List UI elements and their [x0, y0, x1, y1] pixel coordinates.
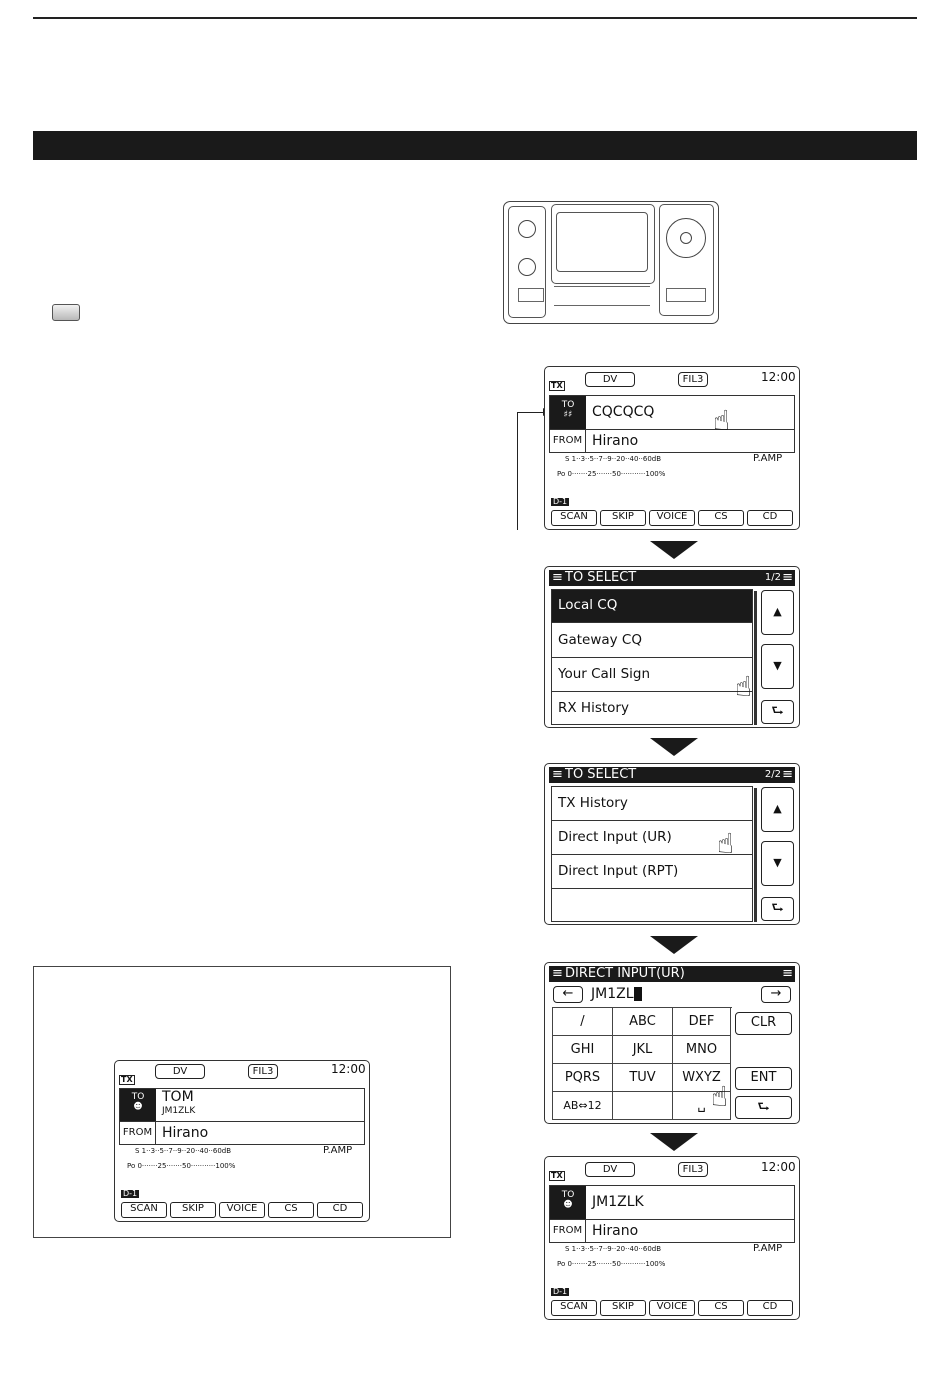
input-field[interactable] — [591, 986, 642, 1002]
from-row[interactable] — [120, 1121, 364, 1144]
to-select-screen-2 — [544, 763, 800, 925]
voice-softkey[interactable]: VOICE — [649, 510, 695, 526]
key-ab-12-toggle[interactable]: AB⇔12 — [553, 1092, 613, 1120]
key-blank[interactable] — [613, 1092, 673, 1120]
page-indicator: 1/2 — [764, 572, 781, 583]
person-icon: ☻ — [563, 1200, 573, 1210]
list-item-rx-history[interactable]: RX History — [558, 700, 629, 716]
key-jkl[interactable]: JKL — [613, 1036, 673, 1064]
back-button[interactable]: ⮑ — [761, 700, 794, 724]
key-ghi[interactable]: GHI — [553, 1036, 613, 1064]
from-value: Hirano — [592, 433, 639, 449]
flow-arrow-icon — [650, 541, 698, 559]
pamp-indicator: P.AMP — [323, 1145, 353, 1156]
cs-softkey[interactable]: CS — [698, 1300, 744, 1316]
note-box — [33, 966, 451, 1238]
person-icon: ☻ — [133, 1102, 143, 1112]
scrollbar[interactable] — [754, 788, 757, 922]
list-item-direct-input-rpt[interactable]: Direct Input (RPT) — [552, 855, 752, 889]
tx-indicator: TX — [121, 1075, 133, 1084]
key-tuv[interactable]: TUV — [613, 1064, 673, 1092]
from-label: FROM — [550, 430, 586, 452]
voice-softkey[interactable]: VOICE — [649, 1300, 695, 1316]
flow-arrow-icon — [650, 738, 698, 756]
from-value: Hirano — [162, 1125, 209, 1141]
from-label: FROM — [550, 1220, 586, 1242]
to-callsign: JM1ZLK — [162, 1106, 196, 1116]
from-label: FROM — [120, 1122, 156, 1144]
scrollbar[interactable] — [754, 591, 757, 725]
direct-input-title: DIRECT INPUT(UR) — [565, 966, 685, 981]
from-value: Hirano — [592, 1223, 639, 1239]
scroll-down-button[interactable]: ▼ — [761, 644, 794, 689]
back-button[interactable]: ⮑ — [761, 897, 794, 921]
top-rule — [33, 17, 917, 19]
back-button[interactable]: ⮑ — [735, 1096, 792, 1119]
voice-softkey[interactable]: VOICE — [219, 1202, 265, 1218]
to-button[interactable] — [550, 396, 586, 429]
scroll-up-button[interactable]: ▲ — [761, 787, 794, 832]
to-button[interactable] — [120, 1089, 156, 1121]
pointer-line — [517, 412, 518, 530]
tx-indicator: TX — [551, 381, 563, 390]
hand-pointer-icon: ☝ — [711, 1080, 729, 1113]
button-row — [666, 288, 706, 302]
scroll-up-button[interactable]: ▲ — [761, 590, 794, 635]
main-screen-2 — [544, 1156, 800, 1320]
menu-icon: ≡ — [782, 966, 793, 981]
cursor-left-button[interactable]: ← — [553, 986, 583, 1003]
fil-button[interactable]: FIL3 — [678, 1162, 708, 1177]
po-meter-scale: Po 0·······25·······50···········100% — [127, 1162, 236, 1170]
s-meter-scale: S 1··3··5··7··9··20··40··60dB — [565, 455, 662, 463]
list-item-your-call-sign[interactable]: Your Call Sign — [552, 658, 752, 692]
cd-softkey[interactable]: CD — [747, 510, 793, 526]
menu-icon: ≡ — [782, 767, 793, 782]
knob-icon — [518, 258, 536, 276]
tx-indicator: TX — [551, 1171, 563, 1180]
dv-button[interactable]: DV — [155, 1064, 205, 1079]
to-select-title: TO SELECT — [565, 767, 637, 782]
from-row[interactable] — [550, 1219, 794, 1242]
to-select-header — [549, 767, 795, 783]
display-screen — [556, 212, 648, 272]
clock: 12:00 — [761, 370, 796, 384]
to-label: TO — [561, 400, 575, 410]
key-mno[interactable]: MNO — [673, 1036, 731, 1064]
menu-icon: ≡ — [552, 767, 563, 782]
dial-tag: D-1 — [123, 1189, 138, 1198]
skip-softkey[interactable]: SKIP — [600, 1300, 646, 1316]
key-icon — [52, 304, 80, 321]
menu-icon: ≡ — [552, 570, 563, 585]
po-meter-scale: Po 0·······25·······50···········100% — [557, 1260, 666, 1268]
cs-softkey[interactable]: CS — [268, 1202, 314, 1218]
main-screen-1 — [544, 366, 800, 530]
to-label: TO — [131, 1092, 145, 1102]
scan-softkey[interactable]: SCAN — [551, 510, 597, 526]
menu-icon: ≡ — [552, 966, 563, 981]
scan-softkey[interactable]: SCAN — [121, 1202, 167, 1218]
to-select-header — [549, 570, 795, 586]
cursor — [634, 987, 642, 1001]
flow-arrow-icon — [650, 936, 698, 954]
cs-softkey[interactable]: CS — [698, 510, 744, 526]
button-row — [518, 288, 544, 302]
to-value: TOM — [162, 1089, 194, 1105]
scan-softkey[interactable]: SCAN — [551, 1300, 597, 1316]
to-select-screen-1 — [544, 566, 800, 728]
hand-pointer-icon: ☝ — [717, 827, 735, 860]
skip-softkey[interactable]: SKIP — [170, 1202, 216, 1218]
clock: 12:00 — [331, 1062, 366, 1076]
to-select-title: TO SELECT — [565, 570, 637, 585]
section-header-bar — [33, 131, 917, 160]
to-label: TO — [561, 1190, 575, 1200]
dial-center-icon — [680, 232, 692, 244]
direct-input-header — [549, 966, 795, 982]
scroll-down-button[interactable]: ▼ — [761, 841, 794, 886]
cd-softkey[interactable]: CD — [747, 1300, 793, 1316]
knob-icon — [518, 220, 536, 238]
cd-softkey[interactable]: CD — [317, 1202, 363, 1218]
direct-input-screen — [544, 962, 800, 1124]
ent-button[interactable]: ENT — [735, 1067, 792, 1090]
key-pqrs[interactable]: PQRS — [553, 1064, 613, 1092]
to-button[interactable] — [550, 1186, 586, 1219]
cursor-right-button[interactable]: → — [761, 986, 791, 1003]
main-screen-3 — [114, 1060, 370, 1222]
flow-arrow-icon — [650, 1133, 698, 1151]
dial-tag: D-1 — [553, 497, 568, 506]
s-meter-scale: S 1··3··5··7··9··20··40··60dB — [135, 1147, 232, 1155]
from-row[interactable] — [550, 429, 794, 452]
dv-button[interactable]: DV — [585, 1162, 635, 1177]
list-item-local-cq[interactable]: Local CQ — [552, 590, 752, 623]
skip-softkey[interactable]: SKIP — [600, 510, 646, 526]
list-item-direct-input-ur[interactable]: Direct Input (UR) — [552, 821, 752, 855]
to-value: CQCQCQ — [592, 404, 655, 420]
dv-button[interactable]: DV — [585, 372, 635, 387]
list-item-tx-history[interactable]: TX History — [552, 787, 752, 821]
s-meter-scale: S 1··3··5··7··9··20··40··60dB — [565, 1245, 662, 1253]
radio-illustration — [503, 201, 719, 324]
button-row — [554, 286, 650, 306]
hand-pointer-icon: ☝ — [735, 670, 753, 703]
fil-button[interactable]: FIL3 — [248, 1064, 278, 1079]
group-icon: ♯♯ — [563, 410, 573, 420]
po-meter-scale: Po 0·······25·······50···········100% — [557, 470, 666, 478]
page-indicator: 2/2 — [764, 769, 781, 780]
hand-pointer-icon: ☝ — [713, 404, 731, 437]
key-def[interactable]: DEF — [673, 1008, 731, 1036]
input-text: JM1ZL — [591, 986, 634, 1002]
list-item-empty[interactable] — [552, 889, 752, 922]
fil-button[interactable]: FIL3 — [678, 372, 708, 387]
menu-icon: ≡ — [782, 570, 793, 585]
clock: 12:00 — [761, 1160, 796, 1174]
list-item-gateway-cq[interactable]: Gateway CQ — [552, 624, 752, 658]
pamp-indicator: P.AMP — [753, 453, 783, 464]
key-abc[interactable]: ABC — [613, 1008, 673, 1036]
key-wxyz[interactable]: WXYZ — [673, 1064, 731, 1092]
clr-button[interactable]: CLR — [735, 1012, 792, 1035]
dial-tag: D-1 — [553, 1287, 568, 1296]
to-value: JM1ZLK — [592, 1194, 644, 1210]
key-slash[interactable]: / — [553, 1008, 613, 1036]
key-space[interactable]: ␣ — [673, 1092, 731, 1120]
pamp-indicator: P.AMP — [753, 1243, 783, 1254]
